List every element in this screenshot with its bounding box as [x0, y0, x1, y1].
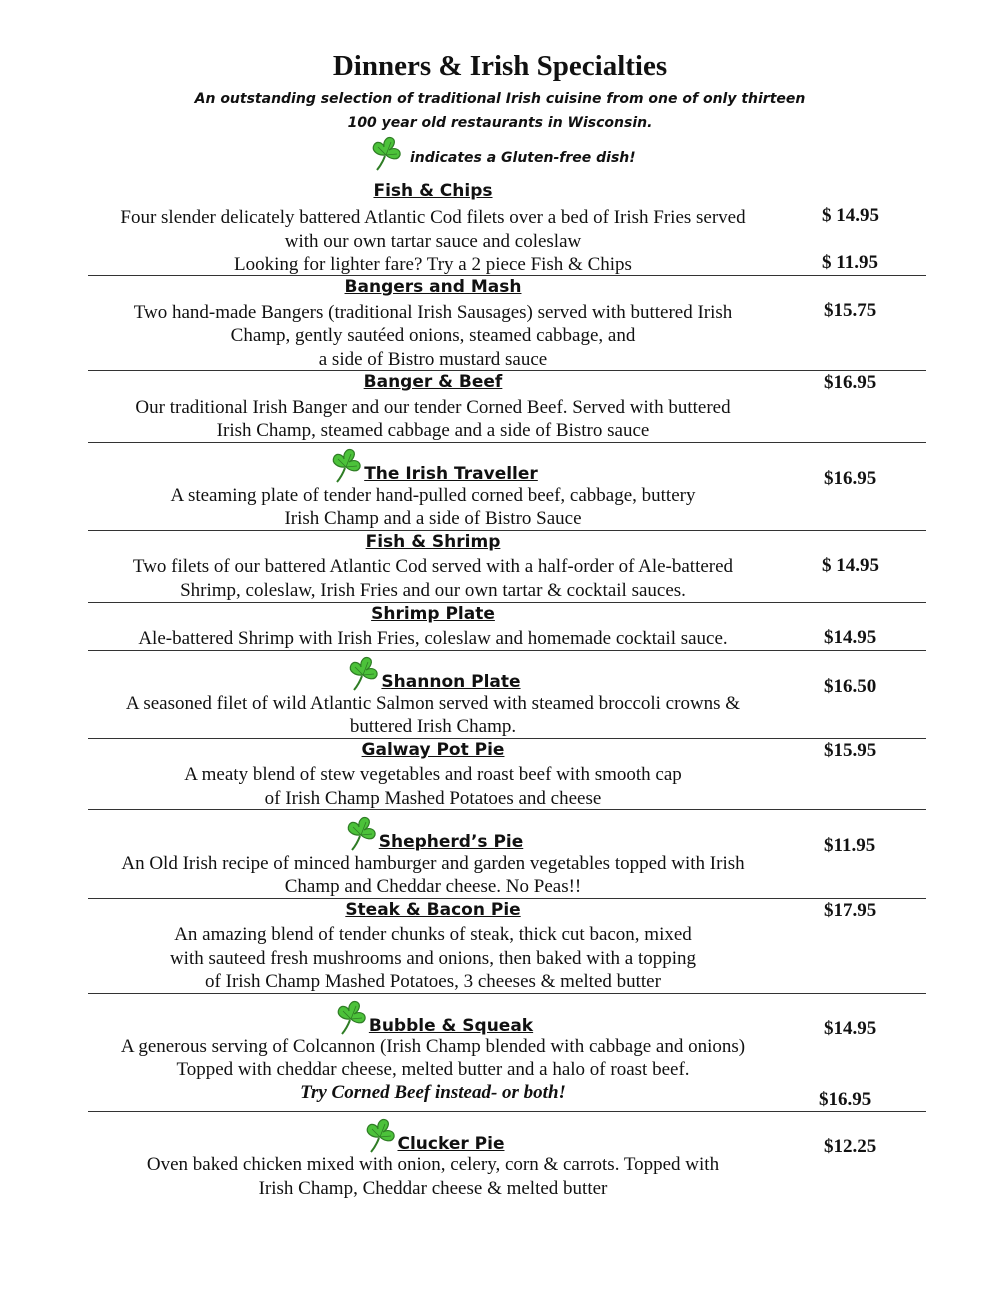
item-description-line: A generous serving of Colcannon (Irish Champ blended with cabbage and onions)	[120, 1036, 746, 1057]
item-description-line: Four slender delicately battered Atlantic Cod filets over a bed of Irish Fries served	[120, 207, 746, 228]
item-price-upgrade: $16.95	[819, 1089, 872, 1110]
item-description-line: Ale-battered Shrimp with Irish Fries, coleslaw and homemade cocktail sauce.	[138, 628, 728, 649]
item-description-line: A seasoned filet of wild Atlantic Salmon served with steamed broccoli crowns &	[125, 693, 741, 714]
item-price: $16.50	[824, 676, 877, 697]
divider	[88, 602, 926, 603]
item-description-line: a side of Bistro mustard sauce	[318, 349, 548, 370]
divider	[88, 442, 926, 443]
divider	[88, 898, 926, 899]
item-name: Galway Pot Pie	[361, 740, 505, 760]
item-name: The Irish Traveller	[364, 464, 538, 484]
item-description-line: Two hand-made Bangers (traditional Irish Sausages) served with buttered Irish	[133, 302, 733, 323]
item-price-small: $ 11.95	[822, 252, 878, 273]
item-name: Shepherd’s Pie	[378, 832, 524, 852]
item-description-line: Irish Champ and a side of Bistro Sauce	[284, 508, 582, 529]
menu-tagline-line-2: 100 year old restaurants in Wisconsin.	[347, 115, 653, 131]
item-name: Shannon Plate	[381, 672, 521, 692]
item-description-line: Two filets of our battered Atlantic Cod served with a half-order of Ale-battered	[132, 556, 734, 577]
item-description-line: An amazing blend of tender chunks of steak, thick cut bacon, mixed	[174, 924, 692, 945]
item-upgrade-note: Try Corned Beef instead- or both!	[300, 1082, 566, 1103]
item-description-line: Topped with cheddar cheese, melted butter and a halo of roast beef.	[176, 1059, 690, 1080]
divider	[88, 370, 926, 371]
shamrock-icon	[343, 814, 379, 852]
item-description-line: of Irish Champ Mashed Potatoes, 3 cheeses & melted butter	[205, 971, 661, 992]
item-name: Bubble & Squeak	[368, 1016, 534, 1036]
divider	[88, 1111, 926, 1112]
item-description-line: Oven baked chicken mixed with onion, celery, corn & carrots. Topped with	[146, 1154, 720, 1175]
gluten-free-note: indicates a Gluten-free dish!	[410, 150, 636, 166]
item-price: $14.95	[824, 627, 877, 648]
divider	[88, 993, 926, 994]
item-description-line: buttered Irish Champ.	[349, 716, 517, 737]
item-name: Fish & Shrimp	[365, 532, 501, 552]
shamrock-icon	[333, 998, 369, 1036]
divider	[88, 738, 926, 739]
gluten-free-legend	[368, 134, 636, 172]
menu-title: Dinners & Irish Specialties	[332, 50, 668, 82]
shamrock-icon	[328, 446, 364, 484]
item-description-line: Champ and Cheddar cheese. No Peas!!	[284, 876, 582, 897]
item-name: Clucker Pie	[397, 1134, 505, 1154]
item-description-line: Champ, gently sautéed onions, steamed cabbage, and	[230, 325, 636, 346]
item-price: $15.95	[824, 740, 877, 761]
item-price: $16.95	[824, 468, 877, 489]
item-price: $12.25	[824, 1136, 877, 1157]
item-price: $17.95	[824, 900, 877, 921]
item-price: $15.75	[824, 300, 877, 321]
item-description-line: Shrimp, coleslaw, Irish Fries and our own tartar & cocktail sauces.	[180, 580, 686, 601]
item-name: Fish & Chips	[373, 181, 493, 201]
item-description-line: with sauteed fresh mushrooms and onions, then baked with a topping	[169, 948, 697, 969]
menu-tagline-line-1: An outstanding selection of traditional Irish cuisine from one of only thirteen	[194, 91, 806, 107]
item-price: $16.95	[824, 372, 877, 393]
item-description-line: An Old Irish recipe of minced hamburger and garden vegetables topped with Irish	[121, 853, 745, 874]
item-name: Shrimp Plate	[371, 604, 495, 624]
item-description-line: Looking for lighter fare? Try a 2 piece Fish & Chips	[234, 254, 632, 275]
divider	[88, 530, 926, 531]
divider	[88, 650, 926, 651]
item-name: Bangers and Mash	[344, 277, 522, 297]
item-name: Banger & Beef	[363, 372, 503, 392]
item-description-line: with our own tartar sauce and coleslaw	[284, 231, 582, 252]
divider	[88, 809, 926, 810]
shamrock-icon	[362, 1116, 398, 1154]
item-description-line: A meaty blend of stew vegetables and roast beef with smooth cap	[184, 764, 682, 785]
item-description-line: A steaming plate of tender hand-pulled corned beef, cabbage, buttery	[170, 485, 696, 506]
item-description-line: of Irish Champ Mashed Potatoes and cheese	[264, 788, 602, 809]
item-price: $ 14.95	[822, 205, 879, 226]
divider	[88, 275, 926, 276]
shamrock-icon	[368, 134, 404, 172]
item-price: $ 14.95	[822, 555, 879, 576]
item-description-line: Our traditional Irish Banger and our tender Corned Beef. Served with buttered	[135, 397, 731, 418]
item-price: $14.95	[824, 1018, 877, 1039]
item-description-line: Irish Champ, Cheddar cheese & melted butter	[258, 1178, 608, 1199]
item-description-line: Irish Champ, steamed cabbage and a side of Bistro sauce	[216, 420, 650, 441]
item-name: Steak & Bacon Pie	[345, 900, 521, 920]
shamrock-icon	[345, 654, 381, 692]
item-price: $11.95	[824, 835, 876, 856]
